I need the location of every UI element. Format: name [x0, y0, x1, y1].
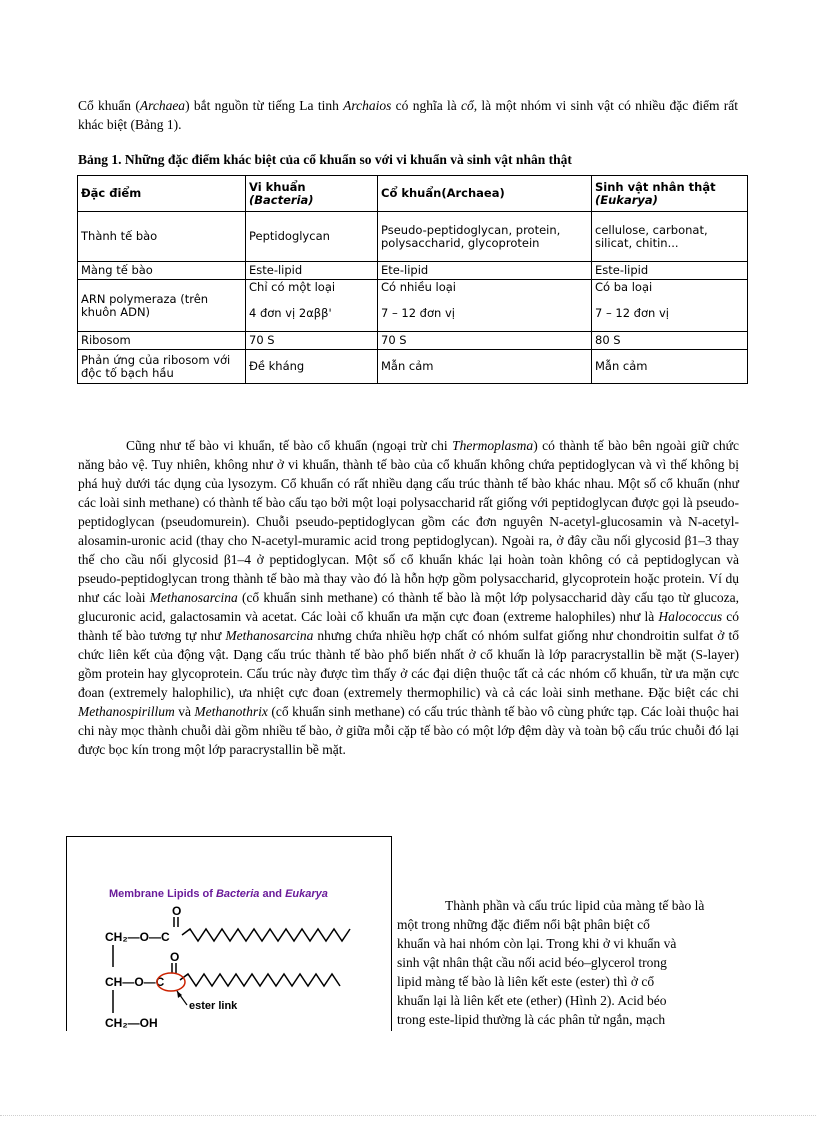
intro-paragraph	[78, 96, 738, 134]
table-row	[78, 262, 748, 280]
oxygen-mid-label: O	[170, 950, 180, 964]
intro-text-5: có nghĩa là	[391, 98, 462, 113]
genus-methanospirillum: Methanospirillum	[78, 704, 175, 719]
genus-thermoplasma: Thermoplasma	[452, 438, 534, 453]
side-line-2: một trong những đặc điểm nổi bật phân biệt cổ	[397, 917, 650, 932]
row-ribosome-archaea: 70 S	[378, 332, 592, 350]
intro-text-1: Cổ khuẩn (	[78, 98, 140, 113]
side-paragraph	[397, 896, 785, 1029]
page-bottom-rule	[0, 1115, 816, 1116]
side-line-4: sinh vật nhân thật cầu nối acid béo–glycerol trong	[397, 955, 667, 970]
main-text-11: và	[174, 704, 195, 719]
row-rna-pol-archaea	[378, 280, 592, 332]
header-eukarya-line2: (Eukarya)	[595, 192, 658, 207]
figure-title-d: Eukarya	[285, 888, 328, 900]
row-rna-pol-eukarya	[592, 280, 748, 332]
side-line-6: khuẩn lại là liên kết ete (ether) (Hình 2). Acid béo	[397, 993, 667, 1008]
table-header-row	[78, 176, 748, 212]
main-paragraph	[78, 436, 739, 759]
figure-title	[109, 888, 328, 900]
rna-pol-archaea-units: 7 – 12 đơn vị	[381, 306, 455, 320]
ch-mid-label: CH—O—C	[105, 975, 165, 989]
row-toxin-eukarya: Mẫn cảm	[592, 350, 748, 384]
row-ribosome-feature: Ribosom	[78, 332, 246, 350]
rna-pol-eukarya-type: Có ba loại	[595, 280, 653, 294]
row-cell-wall-eukarya: cellulose, carbonat, silicat, chitin...	[592, 212, 748, 262]
header-feature: Đặc điểm	[78, 176, 246, 212]
intro-text-7: là một nhóm vi sinh vật có nhiều đặc điểm rất khác biệt (Bảng 1).	[78, 98, 738, 132]
main-text-9: nhưng chứa nhiều hợp chất có nhóm sulfat giống như chondroitin sulfat ở tổ chức liên kết của động vật. Dạng cấu trúc thành tế bào phổ biến nhất ở cổ khuẩn là lớp paracrystallin bề mặt (S-layer) gồm protein hay glycoprotein. Cấu trúc này được tìm thấy ở các đại diện thuộc tất cả các nhóm cổ khuẩn, từ ưa mặn cực đoan (extremely halophilic), ưa nhiệt cực đoan (extremely thermophilic) và cả các loài sinh methane. Đặc biệt các chi	[78, 628, 739, 700]
oxygen-top-label: O	[172, 904, 182, 918]
main-text-7: có thành tế bào tương tự như	[78, 609, 739, 643]
row-ribosome-bacteria: 70 S	[246, 332, 378, 350]
ch2-bottom-label: CH₂—OH	[105, 1016, 158, 1030]
ch2-top-label: CH₂—O—C	[105, 930, 170, 944]
figure-title-a: Membrane Lipids of	[109, 888, 216, 900]
side-line-7: trong este-lipid thường là các phân tử ngắn, mạch	[397, 1012, 666, 1027]
row-membrane-eukarya: Este-lipid	[592, 262, 748, 280]
genus-methanothrix: Methanothrix	[194, 704, 268, 719]
intro-text-3: ) bắt nguồn từ tiếng La tinh	[185, 98, 344, 113]
table-title: Bảng 1. Những đặc điểm khác biệt của cổ khuẩn so với vi khuẩn và sinh vật nhân thật	[78, 152, 572, 167]
header-bacteria-line2: (Bacteria)	[249, 192, 314, 207]
intro-co: cổ,	[461, 98, 478, 113]
side-line-5: lipid màng tế bào là liên kết este (ester) thì ở cổ	[397, 974, 655, 989]
figure-title-b: Bacteria	[215, 888, 260, 900]
row-cell-wall-archaea: Pseudo-peptidoglycan, protein, polysaccharid, glycoprotein	[378, 212, 592, 262]
header-bacteria	[246, 176, 378, 212]
fatty-acid-chain-top	[182, 929, 350, 941]
header-bacteria-line1: Vi khuẩn	[249, 179, 306, 194]
fatty-acid-chain-mid	[180, 974, 340, 986]
row-cell-wall-feature: Thành tế bào	[78, 212, 246, 262]
side-line-3: khuẩn và hai nhóm còn lại. Trong khi ở vi khuẩn và	[397, 936, 677, 951]
header-eukarya-line1: Sinh vật nhân thật	[595, 179, 716, 194]
comparison-table	[77, 175, 748, 384]
genus-methanosarcina: Methanosarcina	[149, 590, 238, 605]
row-membrane-bacteria: Este-lipid	[246, 262, 378, 280]
header-archaea: Cổ khuẩn(Archaea)	[378, 176, 592, 212]
intro-archaea: Archaea	[139, 98, 186, 113]
row-cell-wall-bacteria: Peptidoglycan	[246, 212, 378, 262]
rna-pol-bacteria-units: 4 đơn vị 2αββ'	[249, 306, 332, 320]
row-toxin-archaea: Mẫn cảm	[378, 350, 592, 384]
main-text-3: ) có thành tế bào bên ngoài giữ chức năng bảo vệ. Tuy nhiên, không như ở vi khuẩn, thành tế bào của cổ khuẩn không chứa peptidoglycan và vì thế không bị phá huỷ dưới tác dụng của lysozym. Cổ khuẩn có rất nhiều dạng cấu trúc thành tế bào khác nhau. Một số cổ khuẩn (như các loài sinh methane) có thành tế bào cấu tạo bởi một loại polysaccharid rất giống với peptidoglycan được gọi là pseudo-peptidoglycan (pseudomurein). Chuỗi pseudo-peptidoglycan gồm các đơn nguyên N-acetyl-glucosamin và N-acetyl-alosamin-uronic acid (thay cho N-acetyl-muramic acid trong peptidoglycan). Ngoài ra, ở đây cầu nối glycosid β1–3 thay thế cho cầu nối glycosid β1–4 ở peptidoglycan. Một số cổ khuẩn khác lại hoàn toàn không có cả peptidoglycan và pseudo-peptidoglycan trong thành tế bào mà thay vào đó là hỗn hợp gồm polysaccharid, glycoprotein hoặc protein. Ví dụ như các loài	[78, 438, 739, 605]
table-row	[78, 280, 748, 332]
rna-pol-archaea-type: Có nhiều loại	[381, 280, 456, 294]
rna-pol-bacteria-type: Chỉ có một loại	[249, 280, 336, 294]
genus-methanosarcina-2: Methanosarcina	[225, 628, 314, 643]
table-row	[78, 332, 748, 350]
side-line-1: Thành phần và cấu trúc lipid của màng tế bào là	[445, 898, 705, 913]
header-eukarya	[592, 176, 748, 212]
row-rna-pol-bacteria	[246, 280, 378, 332]
main-text-13: (cổ khuẩn sinh methane) có cấu trúc thành tế bào vô cùng phức tạp. Các loài thuộc hai chi này mọc thành chuỗi dài gồm nhiều tế bào, ở giữa mỗi cặp tế bào có một lớp đệm dày và toàn bộ cấu trúc chuỗi đó lại được bọc kín trong một lớp paracrystallin bề mặt.	[78, 704, 739, 757]
row-toxin-bacteria: Đề kháng	[246, 350, 378, 384]
rna-pol-eukarya-units: 7 – 12 đơn vị	[595, 306, 669, 320]
genus-halococcus: Halococcus	[658, 609, 723, 624]
membrane-lipids-figure	[66, 836, 392, 1031]
lipid-structure-diagram	[67, 837, 391, 1031]
main-text-5: (cổ khuẩn sinh methane) có thành tế bào là một lớp polysaccharid dày cấu tạo từ glucoza, glucuronic acid, galactosamin và acetat. Các loài cổ khuẩn ưa mặn cực đoan (extreme halophiles) như là	[78, 590, 739, 624]
row-rna-pol-feature: ARN polymeraza (trên khuôn ADN)	[78, 280, 246, 332]
intro-archaios: Archaios	[343, 98, 392, 113]
table-row	[78, 350, 748, 384]
main-text-1: Cũng như tế bào vi khuẩn, tế bào cổ khuẩn (ngoại trừ chi	[126, 438, 453, 453]
row-membrane-feature: Màng tế bào	[78, 262, 246, 280]
row-membrane-archaea: Ete-lipid	[378, 262, 592, 280]
row-toxin-feature: Phản ứng của ribosom với độc tố bạch hầu	[78, 350, 246, 384]
figure-title-c: and	[259, 888, 286, 900]
table-row	[78, 212, 748, 262]
row-ribosome-eukarya: 80 S	[592, 332, 748, 350]
ester-link-label: ester link	[189, 1000, 238, 1012]
